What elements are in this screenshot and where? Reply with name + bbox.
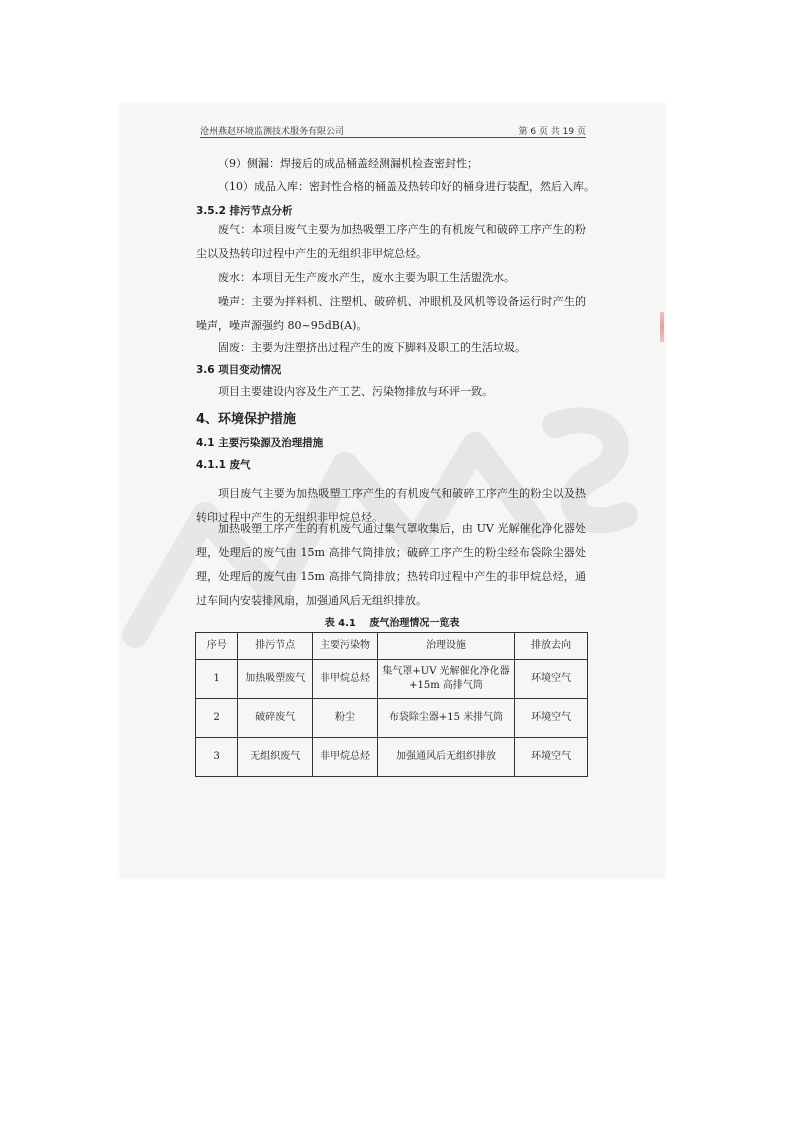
waste-gas-treatment-paragraph: 加热吸塑工序产生的有机废气通过集气罩收集后，由 UV 光解催化净化器处理，处理后的废气由 15m 高排气筒排放；破碎工序产生的粉尘经布袋除尘器处理，处理后的废气由 15m 高排气筒排放；热转印过程中产生的非甲烷总烃，通过车间内安装排风扇，加强通风后无组织排放。 bbox=[196, 522, 586, 607]
table-row bbox=[196, 738, 588, 777]
emission-node: 加热吸塑废气 bbox=[238, 660, 313, 699]
table-row bbox=[196, 699, 588, 738]
table-title: 表 4.1 废气治理情况一览表 bbox=[324, 618, 460, 629]
section-3-5-2-heading: 3.5.2 排污节点分析 bbox=[196, 205, 293, 217]
row-number: 2 bbox=[196, 699, 238, 738]
waste-gas-table bbox=[195, 632, 588, 777]
process-step-9: （9）侧漏：焊接后的成品桶盖经测漏机检查密封性； bbox=[218, 157, 478, 170]
pollutant: 非甲烷总烃 bbox=[313, 738, 378, 777]
treatment-facility bbox=[377, 660, 514, 699]
change-paragraph: 项目主要建设内容及生产工艺、污染物排放与环评一致。 bbox=[218, 385, 493, 398]
header-cell: 序号 bbox=[196, 633, 238, 660]
header-cell: 治理设施 bbox=[377, 633, 514, 660]
row-number: 3 bbox=[196, 738, 238, 777]
header-cell: 排放去向 bbox=[515, 633, 588, 660]
process-step-10: （10）成品入库：密封性合格的桶盖及热转印好的桶身进行装配，然后入库。 bbox=[218, 180, 595, 193]
section-3-6-heading: 3.6 项目变动情况 bbox=[196, 364, 282, 376]
page-number: 第 6 页 共 19 页 bbox=[518, 127, 586, 137]
facility-line: 集气罩+UV 光解催化净化器 bbox=[382, 666, 510, 677]
page-header bbox=[200, 123, 586, 138]
section-4-1-heading: 4.1 主要污染源及治理措施 bbox=[196, 437, 324, 449]
solid-waste-paragraph: 固废：主要为注塑挤出过程产生的废下脚料及职工的生活垃圾。 bbox=[218, 341, 526, 354]
discharge-destination: 环境空气 bbox=[515, 738, 588, 777]
emission-node: 破碎废气 bbox=[238, 699, 313, 738]
noise-paragraph: 噪声：主要为拌料机、注塑机、破碎机、冲眼机及风机等设备运行时产生的噪声，噪声源强约 80~95dB(A)。 bbox=[196, 295, 586, 332]
table-row bbox=[196, 660, 588, 699]
header-cell: 排污节点 bbox=[238, 633, 313, 660]
pollutant: 非甲烷总烃 bbox=[313, 660, 378, 699]
pollutant: 粉尘 bbox=[313, 699, 378, 738]
company-name: 沧州燕赵环境监测技术服务有限公司 bbox=[200, 127, 345, 137]
emission-node: 无组织废气 bbox=[238, 738, 313, 777]
section-4-1-1-heading: 4.1.1 废气 bbox=[196, 459, 251, 471]
waste-gas-paragraph: 废气：本项目废气主要为加热吸塑工序产生的有机废气和破碎工序产生的粉尘以及热转印过程中产生的无组织非甲烷总烃。 bbox=[196, 223, 586, 260]
facility-line: +15m 高排气筒 bbox=[409, 680, 483, 691]
treatment-facility: 加强通风后无组织排放 bbox=[377, 738, 514, 777]
waste-water-paragraph: 废水：本项目无生产废水产生，废水主要为职工生活盥洗水。 bbox=[218, 271, 515, 284]
discharge-destination: 环境空气 bbox=[515, 699, 588, 738]
red-stamp-edge bbox=[660, 312, 664, 342]
discharge-destination: 环境空气 bbox=[515, 660, 588, 699]
waste-gas-summary-paragraph: 项目废气主要为加热吸塑工序产生的有机废气和破碎工序产生的粉尘以及热转印过程中产生的无组织非甲烷总烃。 bbox=[196, 487, 586, 524]
header-cell: 主要污染物 bbox=[313, 633, 378, 660]
table-header-row bbox=[196, 633, 588, 660]
treatment-facility: 布袋除尘器+15 米排气筒 bbox=[377, 699, 514, 738]
section-4-heading: 4、环境保护措施 bbox=[196, 412, 297, 427]
row-number: 1 bbox=[196, 660, 238, 699]
